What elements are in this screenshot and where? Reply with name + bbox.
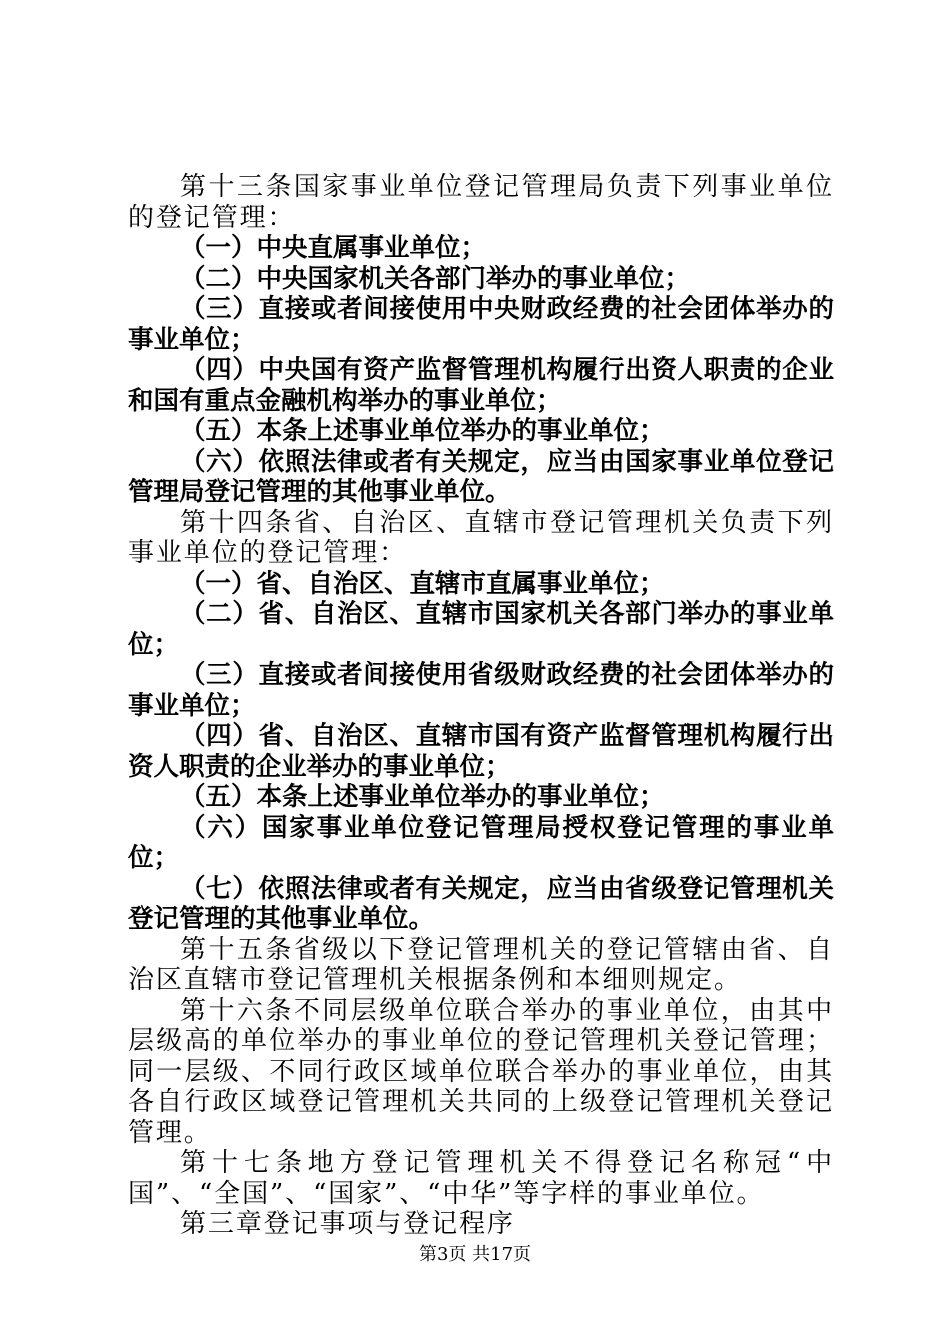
article-14-item-5: （五）本条上述事业单位举办的事业单位；	[180, 782, 665, 812]
article-13-item-2: （二）中央国家机关各部门举办的事业单位；	[180, 263, 691, 294]
article-13-item-4: （四）中央国有资产监督管理机构履行出资人职责的企业和国有重点金融机构举办的事业单位；	[128, 355, 834, 416]
article-13: 第十三条国家事业单位登记管理局负责下列事业单位的登记管理：	[128, 172, 834, 233]
article-13-item-1: （一）中央直属事业单位；	[180, 233, 487, 263]
article-14-item-6: （六）国家事业单位登记管理局授权登记管理的事业单位；	[128, 812, 834, 873]
page-footer: 第3页 共17页	[418, 1244, 532, 1265]
article-14-item-2: （二）省、自治区、直辖市国家机关各部门举办的事业单位；	[128, 599, 834, 660]
article-13-item-3: （三）直接或者间接使用中央财政经费的社会团体举办的事业单位；	[128, 294, 834, 355]
article-17: 第十七条地方登记管理机关不得登记名称冠“中国”、“全国”、“国家”、“中华”等字样的事业单位。	[128, 1148, 834, 1209]
article-13-item-5: （五）本条上述事业单位举办的事业单位；	[180, 416, 665, 446]
article-14-item-3: （三）直接或者间接使用省级财政经费的社会团体举办的事业单位；	[128, 660, 834, 721]
article-14-item-7: （七）依照法律或者有关规定，应当由省级登记管理机关登记管理的其他事业单位。	[128, 873, 834, 934]
chapter-3-heading: 第三章登记事项与登记程序	[180, 1209, 515, 1239]
article-15: 第十五条省级以下登记管理机关的登记管辖由省、自治区直辖市登记管理机关根据条例和本细则规定。	[128, 934, 834, 995]
article-14-item-1: （一）省、自治区、直辖市直属事业单位；	[180, 568, 665, 599]
document-body	[128, 172, 834, 1240]
article-14: 第十四条省、自治区、直辖市登记管理机关负责下列事业单位的登记管理：	[128, 507, 834, 568]
article-14-item-4: （四）省、自治区、直辖市国有资产监督管理机构履行出资人职责的企业举办的事业单位；	[128, 721, 834, 782]
article-16: 第十六条不同层级单位联合举办的事业单位，由其中层级高的单位举办的事业单位的登记管理机关登记管理；同一层级、不同行政区域单位联合举办的事业单位，由其各自行政区域登记管理机关共同的上级登记管理机关登记管理。	[128, 995, 834, 1148]
article-13-item-6: （六）依照法律或者有关规定，应当由国家事业单位登记管理局登记管理的其他事业单位。	[128, 446, 834, 507]
